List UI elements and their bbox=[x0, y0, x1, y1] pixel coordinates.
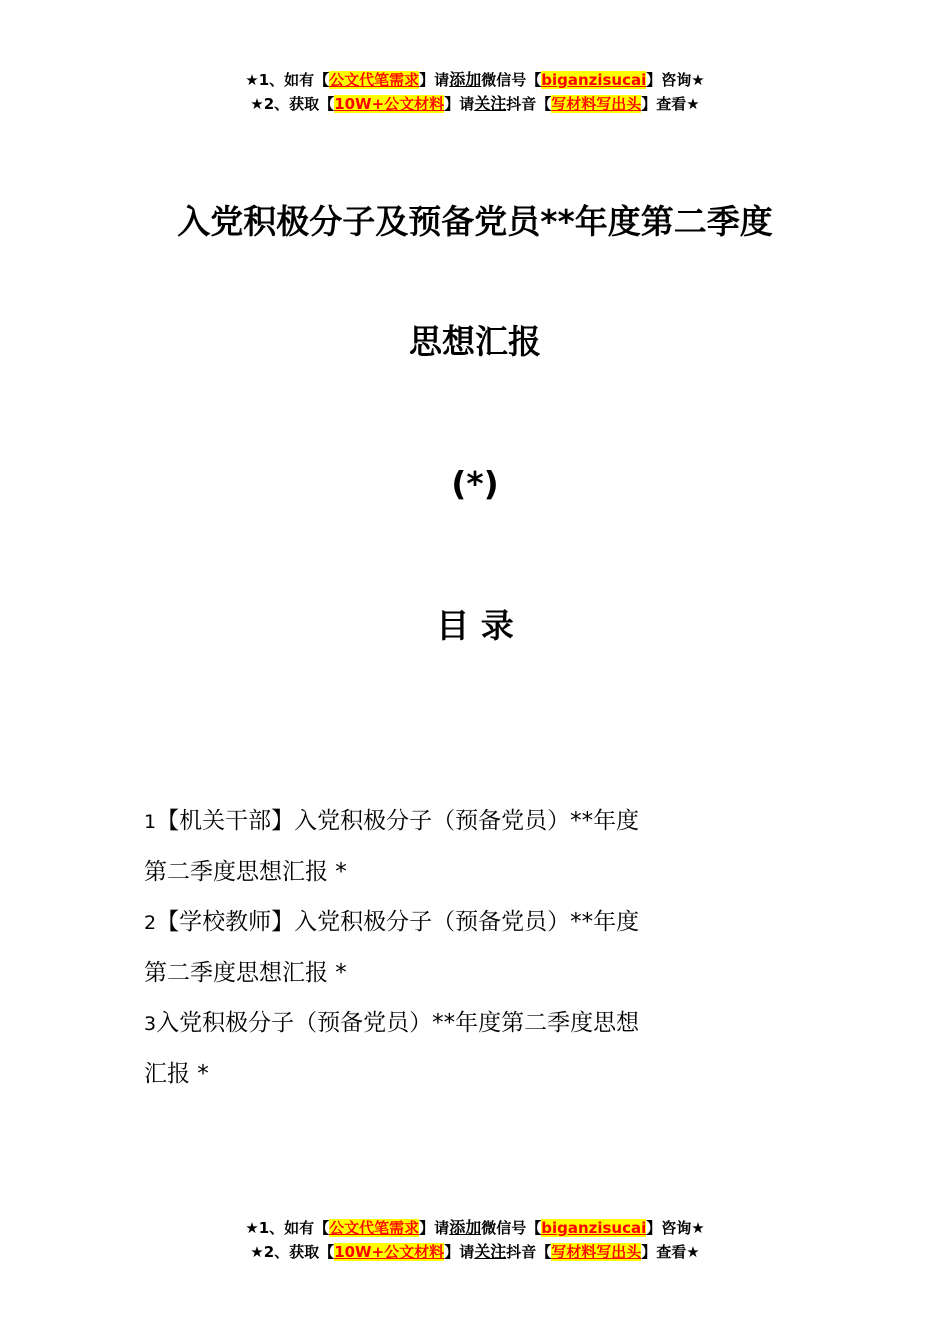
toc-heading: 目 录 bbox=[436, 606, 514, 645]
toc-entry-number: 3 bbox=[144, 1013, 157, 1035]
toc-entry-line bbox=[144, 998, 724, 1049]
toc-entry[interactable] bbox=[144, 998, 724, 1099]
banner-highlight-account: 写材料写出头 bbox=[551, 95, 642, 113]
banner-text: 】请 bbox=[444, 1243, 475, 1261]
banner-underlined-text: 关注 bbox=[474, 94, 507, 113]
banner-highlight-wechat-id: biganzisucai bbox=[541, 71, 647, 89]
footer-banner bbox=[0, 1216, 950, 1264]
banner-text: 】请 bbox=[419, 1219, 450, 1237]
banner-line-2 bbox=[0, 92, 950, 116]
banner-underlined-text: 添加 bbox=[449, 70, 482, 89]
banner-text: 】咨询★ bbox=[646, 71, 705, 89]
document-title-line-2: 思想汇报 bbox=[409, 322, 541, 361]
toc-entry-line-continued: 汇报 * bbox=[144, 1061, 209, 1087]
banner-underlined-text: 关注 bbox=[474, 1242, 507, 1261]
banner-text: 微信号【 bbox=[481, 71, 542, 89]
toc-entry-number: 1 bbox=[144, 811, 157, 833]
document-title-line-1: 入党积极分子及预备党员**年度第二季度 bbox=[177, 202, 773, 241]
banner-highlight: 公文代笔需求 bbox=[329, 1219, 420, 1237]
toc-entry[interactable] bbox=[144, 897, 724, 998]
banner-text: 】请 bbox=[444, 95, 475, 113]
banner-text: 抖音【 bbox=[506, 95, 552, 113]
banner-text: 】查看★ bbox=[641, 95, 700, 113]
toc-entry-title: 入党积极分子（预备党员）**年度第二季度思想 bbox=[156, 1010, 640, 1036]
banner-line-1 bbox=[0, 1216, 950, 1240]
banner-highlight-wechat-id: biganzisucai bbox=[541, 1219, 647, 1237]
banner-text: ★2、获取【 bbox=[250, 95, 335, 113]
banner-text: ★1、如有【 bbox=[245, 71, 330, 89]
banner-highlight-account: 写材料写出头 bbox=[551, 1243, 642, 1261]
toc-entry-line bbox=[144, 897, 724, 948]
banner-text: ★2、获取【 bbox=[250, 1243, 335, 1261]
banner-highlight: 10W+公文材料 bbox=[334, 1243, 445, 1261]
banner-highlight: 10W+公文材料 bbox=[334, 95, 445, 113]
banner-text: 】查看★ bbox=[641, 1243, 700, 1261]
banner-line-2 bbox=[0, 1240, 950, 1264]
header-banner bbox=[0, 68, 950, 116]
toc-entry[interactable] bbox=[144, 796, 724, 897]
banner-text: 】请 bbox=[419, 71, 450, 89]
banner-line-1 bbox=[0, 68, 950, 92]
toc-entry-line-continued: 第二季度思想汇报 * bbox=[144, 859, 347, 885]
document-title-line-3: (*) bbox=[451, 464, 499, 503]
toc-entry-title: 【学校教师】入党积极分子（预备党员）**年度 bbox=[156, 909, 640, 935]
toc-entry-number: 2 bbox=[144, 912, 157, 934]
banner-text: 微信号【 bbox=[481, 1219, 542, 1237]
banner-highlight: 公文代笔需求 bbox=[329, 71, 420, 89]
banner-text: 抖音【 bbox=[506, 1243, 552, 1261]
banner-text: 】咨询★ bbox=[646, 1219, 705, 1237]
toc-entry-line bbox=[144, 796, 724, 847]
banner-text: ★1、如有【 bbox=[245, 1219, 330, 1237]
toc-entry-title: 【机关干部】入党积极分子（预备党员）**年度 bbox=[156, 808, 640, 834]
banner-underlined-text: 添加 bbox=[449, 1218, 482, 1237]
table-of-contents bbox=[144, 796, 724, 1099]
toc-entry-line-continued: 第二季度思想汇报 * bbox=[144, 960, 347, 986]
